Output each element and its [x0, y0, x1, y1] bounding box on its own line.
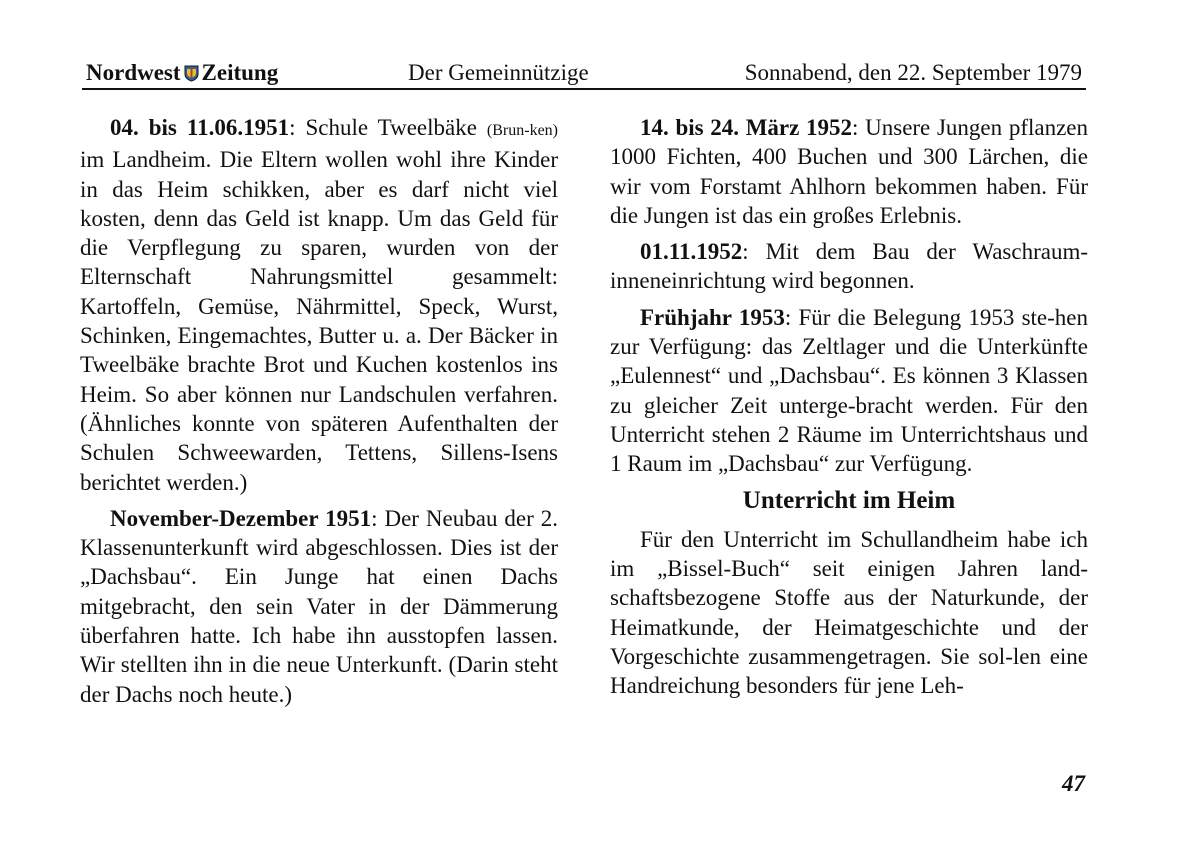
entry-1951-nov-dec: [80, 504, 558, 709]
masthead-zeitung: Zeitung: [201, 60, 279, 85]
entry-text: : Unsere Jungen pflanzen 1000 Fichten, 400 Buchen und 300 Lärchen, die wir vom Forstamt Ahlhorn bekommen haben. Für die Jungen ist das ein großes Erlebnis.: [610, 115, 1088, 228]
entry-text: : Schule Tweelbäke: [289, 115, 487, 140]
entry-1952-march: [610, 113, 1088, 230]
entry-1953-spring: [610, 303, 1088, 479]
entry-text: : Für die Belegung 1953 ste-hen zur Verfügung: das Zeltlager und die Unterkünfte „Eulennest“ und „Dachsbau“. Es können 3 Klassen zu gleicher Zeit unterge-bracht werden. Für den Unterricht stehen 2 Räume im Unterrichtshaus und 1 Raum im „Dachsbau“ zur Verfügung.: [610, 304, 1088, 477]
entry-1951-june: [80, 113, 558, 497]
page-header: [82, 58, 1086, 90]
page-number: 47: [1062, 771, 1085, 796]
coat-of-arms-icon: [184, 65, 199, 82]
entry-text: : Der Neubau der 2. Klassenunterkunft wird abgeschlossen. Dies ist der „Dachsbau“. Ein Junge hat einen Dachs mitgebracht, den sein Vater in der Dämmerung überfahren hatte. Ich habe ihn ausstopfen lassen. Wir stellten ihn in die neue Unterkunft. (Darin steht der Dachs noch heute.): [80, 505, 558, 707]
publication-title: Der Gemeinnützige: [408, 60, 589, 85]
right-column: [610, 113, 1088, 708]
section-title: Unterricht im Heim: [742, 486, 956, 514]
left-column: [80, 113, 558, 716]
entry-heading: November-Dezember 1951: [110, 505, 372, 531]
entry-heading: 04. bis 11.06.1951: [110, 115, 290, 140]
publication-date: Sonnabend, den 22. September 1979: [744, 60, 1082, 85]
entry-1952-nov: [610, 237, 1088, 296]
entry-heading: 01.11.1952: [640, 239, 743, 265]
entry-heading: Frühjahr 1953: [640, 304, 785, 330]
entry-text: im Landheim. Die Eltern wollen wohl ihre Kinder in das Heim schikken, aber es darf nicht viel kosten, denn das Geld ist knapp. Um das Geld für die Verpflegung zu sparen, wurden von der Elternschaft Nahrungsmittel gesammelt: Kartoffeln, Gemüse, Nährmittel, Speck, Wurst, Schinken, Eingemachtes, Butter u. a. Der Bäcker in Tweelbäke brachte Brot und Kuchen kostenlos ins Heim. So aber können nur Landschulen verfahren. (Ähnliches konnte von späteren Aufenthalten der Schulen Schweewarden, Tettens, Sillens-Isens berichtet werden.): [80, 147, 558, 495]
entry-text: : Mit dem Bau der Waschraum-inneneinrichtung wird begonnen.: [610, 239, 1088, 294]
masthead: [86, 60, 278, 86]
entry-heading: 14. bis 24. März 1952: [640, 115, 853, 140]
entry-note-small: (Brun-ken): [486, 122, 558, 139]
section-paragraph: Für den Unterricht im Schullandheim habe ich im „Bissel-Buch“ seit einigen Jahren land-schaftsbezogene Stoffe aus der Naturkunde, der Heimatkunde, der Heimatgeschichte und der Vorgeschichte zusammengetragen. Sie sol-len eine Handreichung besonders für jene Leh-: [610, 526, 1088, 699]
masthead-nordwest: Nordwest: [86, 60, 181, 85]
